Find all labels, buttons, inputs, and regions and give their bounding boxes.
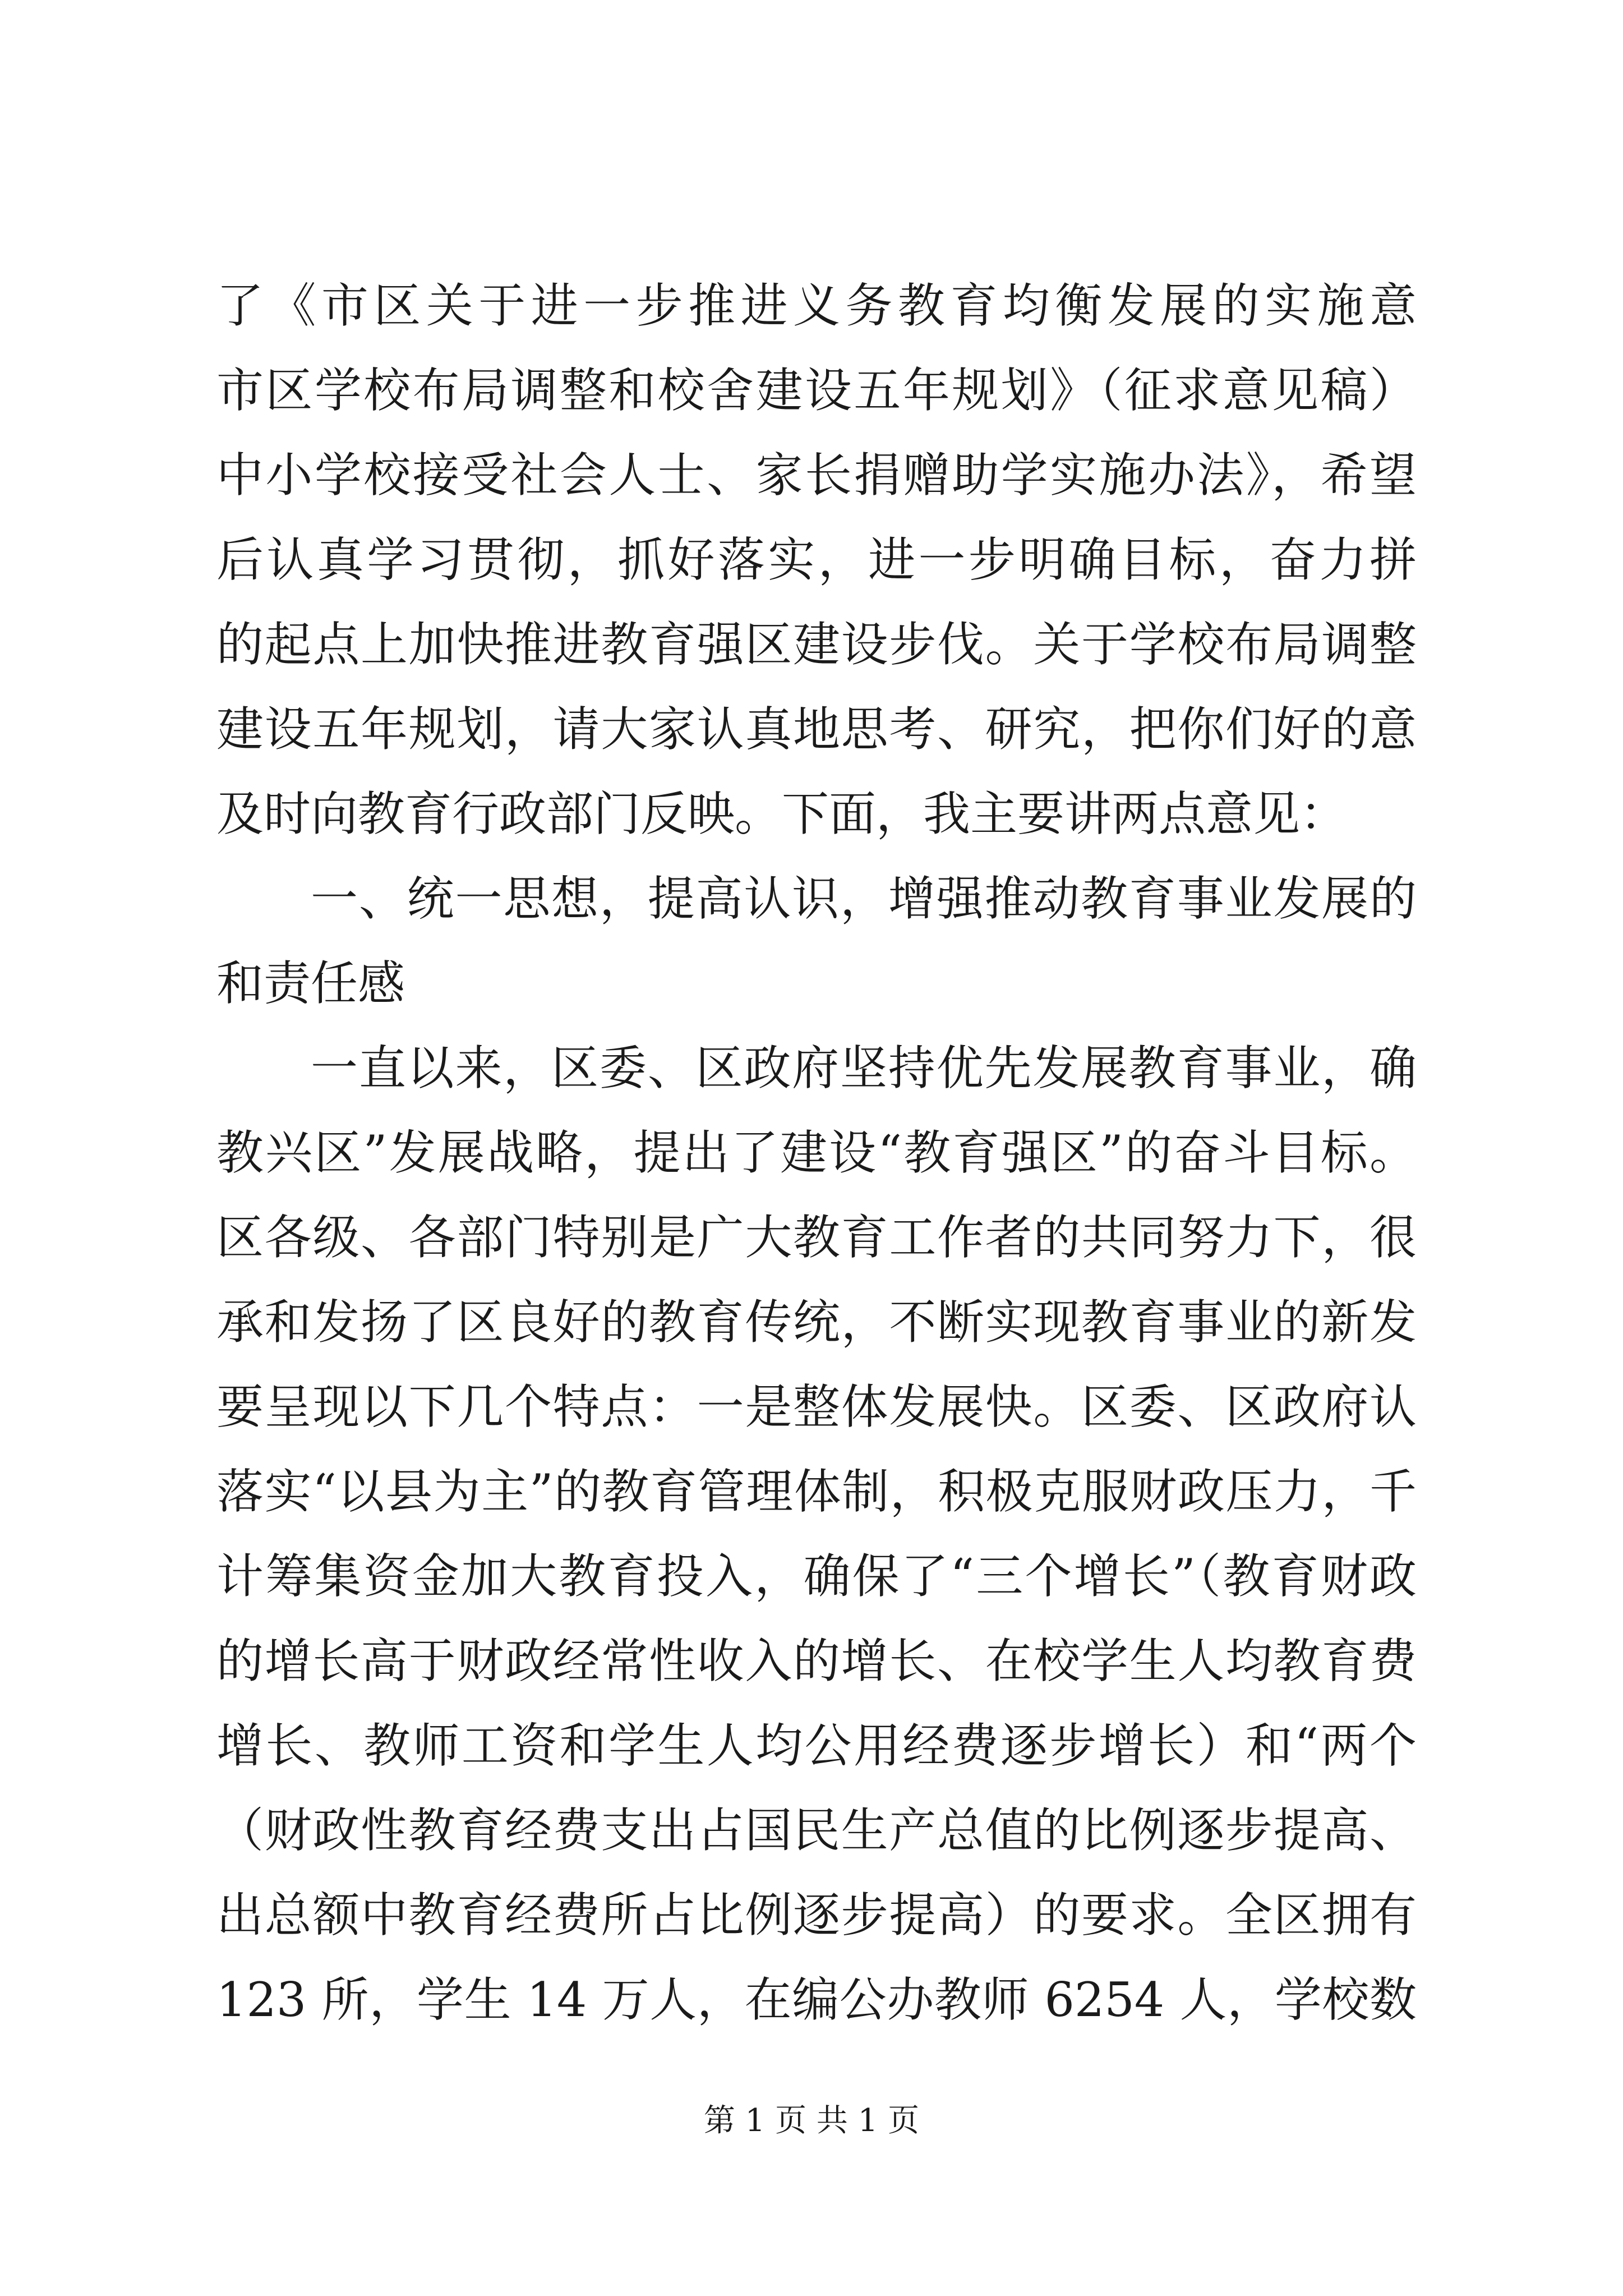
text-line: 一直以来，区委、区政府坚持优先发展教育事业，确	[311, 1041, 1417, 1096]
text-line: 落实“以县为主”的教育管理体制，积极克服财政压力，千	[216, 1464, 1417, 1519]
text-line: 123 所，学生 14 万人，在编公办教师 6254 人，学校数	[216, 1972, 1417, 2027]
page-number-footer: 第 1 页 共 1 页	[703, 2102, 920, 2139]
section-heading-line: 一、统一思想，提高认识，增强推动教育事业发展的	[311, 871, 1417, 926]
text-line: 承和发扬了区良好的教育传统，不断实现教育事业的新发	[216, 1295, 1417, 1350]
text-line: 的起点上加快推进教育强区建设步伐。关于学校布局调整	[216, 617, 1417, 672]
text-line: 后认真学习贯彻，抓好落实，进一步明确目标，奋力拼	[216, 532, 1417, 587]
text-line: 要呈现以下几个特点：一是整体发展快。区委、区政府认	[216, 1379, 1417, 1434]
text-line: 出总额中教育经费所占比例逐步提高）的要求。全区拥有	[216, 1888, 1417, 1943]
text-line: 教兴区”发展战略，提出了建设“教育强区”的奋斗目标。	[216, 1125, 1417, 1180]
text-line: （财政性教育经费支出占国民生产总值的比例逐步提高、	[216, 1803, 1417, 1858]
text-line: 区各级、各部门特别是广大教育工作者的共同努力下，很	[216, 1210, 1417, 1265]
text-line: 的增长高于财政经常性收入的增长、在校学生人均教育费	[216, 1634, 1417, 1688]
text-line: 中小学校接受社会人士、家长捐赠助学实施办法》，希望	[216, 448, 1417, 503]
text-line: 及时向教育行政部门反映。下面，我主要讲两点意见：	[216, 786, 1348, 841]
text-line: 计筹集资金加大教育投入，确保了“三个增长”（教育财政	[216, 1549, 1417, 1604]
text-line: 建设五年规划，请大家认真地思考、研究，把你们好的意	[216, 702, 1417, 757]
text-line: 增长、教师工资和学生人均公用经费逐步增长）和“两个	[216, 1718, 1417, 1773]
section-heading-line: 和责任感	[216, 956, 405, 1011]
text-line: 了《市区关于进一步推进义务教育均衡发展的实施意	[216, 278, 1417, 333]
text-line: 市区学校布局调整和校舍建设五年规划》（征求意见稿）	[216, 363, 1417, 418]
body-text	[216, 264, 1417, 2042]
